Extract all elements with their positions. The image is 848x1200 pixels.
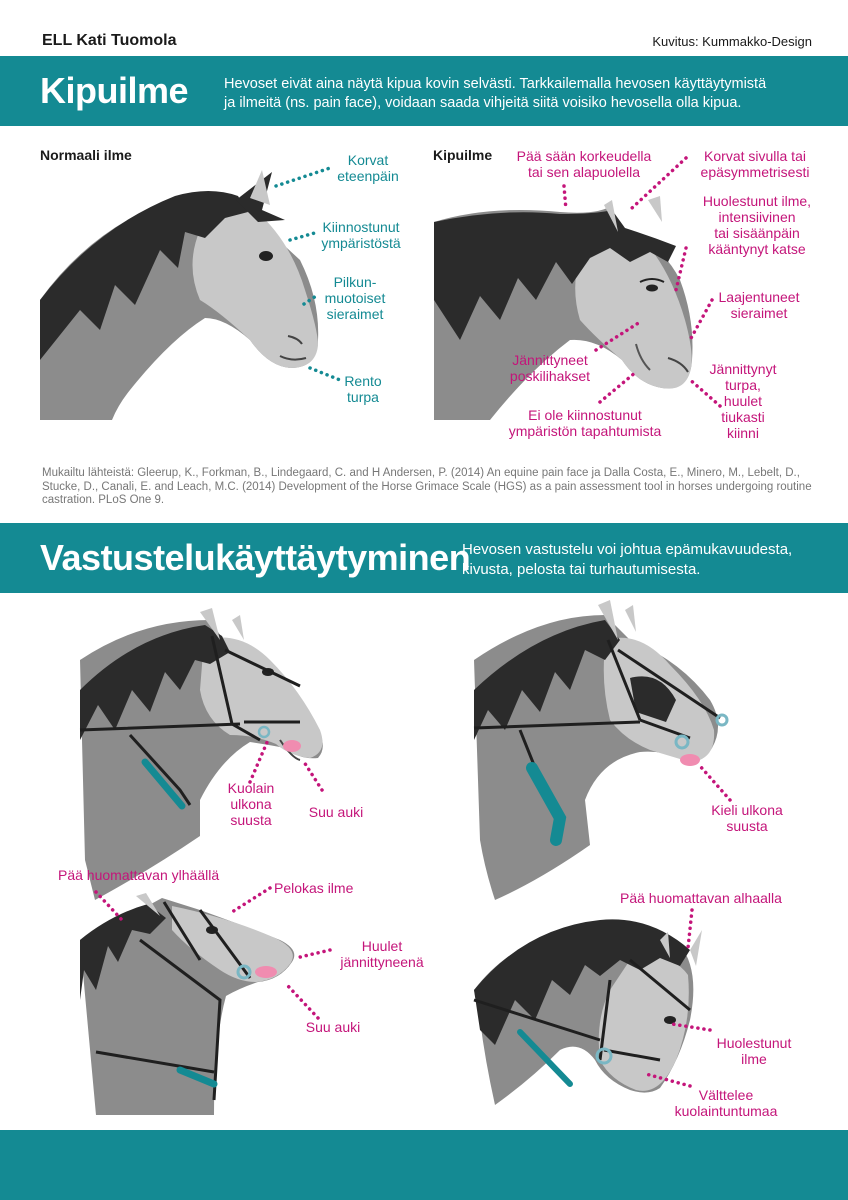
label-tongue-out: Kieli ulkona suusta xyxy=(711,802,783,834)
author-name: ELL Kati Tuomola xyxy=(42,32,177,49)
label-fearful-look: Pelokas ilme xyxy=(274,880,354,896)
label-tense-lips: Huulet jännittyneenä xyxy=(340,938,424,970)
label-avoids-contact: Välttelee kuolaintuntumaa xyxy=(674,1087,778,1119)
label-head-position: Pää sään korkeudella tai sen alapuolella xyxy=(516,148,652,180)
label-mouth-open-2: Suu auki xyxy=(305,1019,361,1035)
label-dilated-nostrils: Laajentuneet sieraimet xyxy=(718,289,800,321)
pain-horse-illustration xyxy=(434,196,693,420)
label-tense-cheeks: Jännittyneet poskilihakset xyxy=(509,352,591,384)
label-worried-look-2: Huolestunut ilme xyxy=(716,1035,792,1067)
intro-line: Hevosen vastustelu voi johtua epämukavuudesta, xyxy=(462,541,793,558)
intro-line: Hevoset eivät aina näytä kipua kovin selvästi. Tarkkailemalla hevosen käyttäytymistä xyxy=(224,76,767,92)
pain-expression-heading: Kipuilme xyxy=(433,147,493,163)
resisting-horse-1-illustration xyxy=(80,608,323,900)
label-head-low: Pää huomattavan alhaalla xyxy=(620,890,782,906)
intro-line: kivusta, pelosta tai turhautumisesta. xyxy=(462,561,701,578)
label-bit-out: Kuolain ulkona suusta xyxy=(227,780,275,828)
resisting-horse-2-illustration xyxy=(474,600,727,900)
normal-expression-heading: Normaali ilme xyxy=(40,147,132,163)
section-title-kipuilme: Kipuilme xyxy=(40,70,189,111)
illustration-credits: Kuvitus: Kummakko-Design xyxy=(652,34,812,49)
label-not-interested: Ei ole kiinnostunut ympäristön tapahtumista xyxy=(508,407,662,439)
label-relaxed-muzzle: Rento turpa xyxy=(344,373,382,405)
footer-banner xyxy=(0,1130,848,1200)
vastustelu-intro xyxy=(462,540,792,580)
resisting-horse-4-illustration xyxy=(474,919,702,1105)
intro-line: ja ilmeitä (ns. pain face), voidaan saada vihjeitä siitä voisiko hevosella olla kipua. xyxy=(224,95,742,111)
resisting-horse-3-illustration xyxy=(80,893,294,1115)
label-mouth-open: Suu auki xyxy=(308,804,364,820)
label-interested: Kiinnostunut ympäristöstä xyxy=(321,219,401,251)
label-ears-forward: Korvat eteenpäin xyxy=(337,152,399,184)
label-nostrils: Pilkun- muotoiset sieraimet xyxy=(324,274,386,322)
label-tense-muzzle: Jännittynyt turpa, huulet tiukasti kiinni xyxy=(709,361,777,441)
normal-horse-illustration xyxy=(40,170,318,420)
label-worried-look: Huolestunut ilme, intensiivinen tai sisäänpäin kääntynyt katse xyxy=(702,193,812,257)
section-title-vastustelu: Vastustelukäyttäytyminen xyxy=(40,537,471,578)
label-ears-sideways: Korvat sivulla tai epäsymmetrisesti xyxy=(700,148,810,180)
label-head-high: Pää huomattavan ylhäällä xyxy=(58,867,220,883)
source-reference: Mukailtu lähteistä: Gleerup, K., Forkman, B., Lindegaard, C. and H Andersen, P. (2014) An equine pain face ja Dalla Costa, E., Minero, M., Lebelt, D., Stucke, D., Canali, E. and Leach, M.C. (2014) Development of the Horse Grimace Scale (HGS) as a pain assessment tool in horses undergoing routine castration. PLoS One 9. xyxy=(42,467,812,506)
